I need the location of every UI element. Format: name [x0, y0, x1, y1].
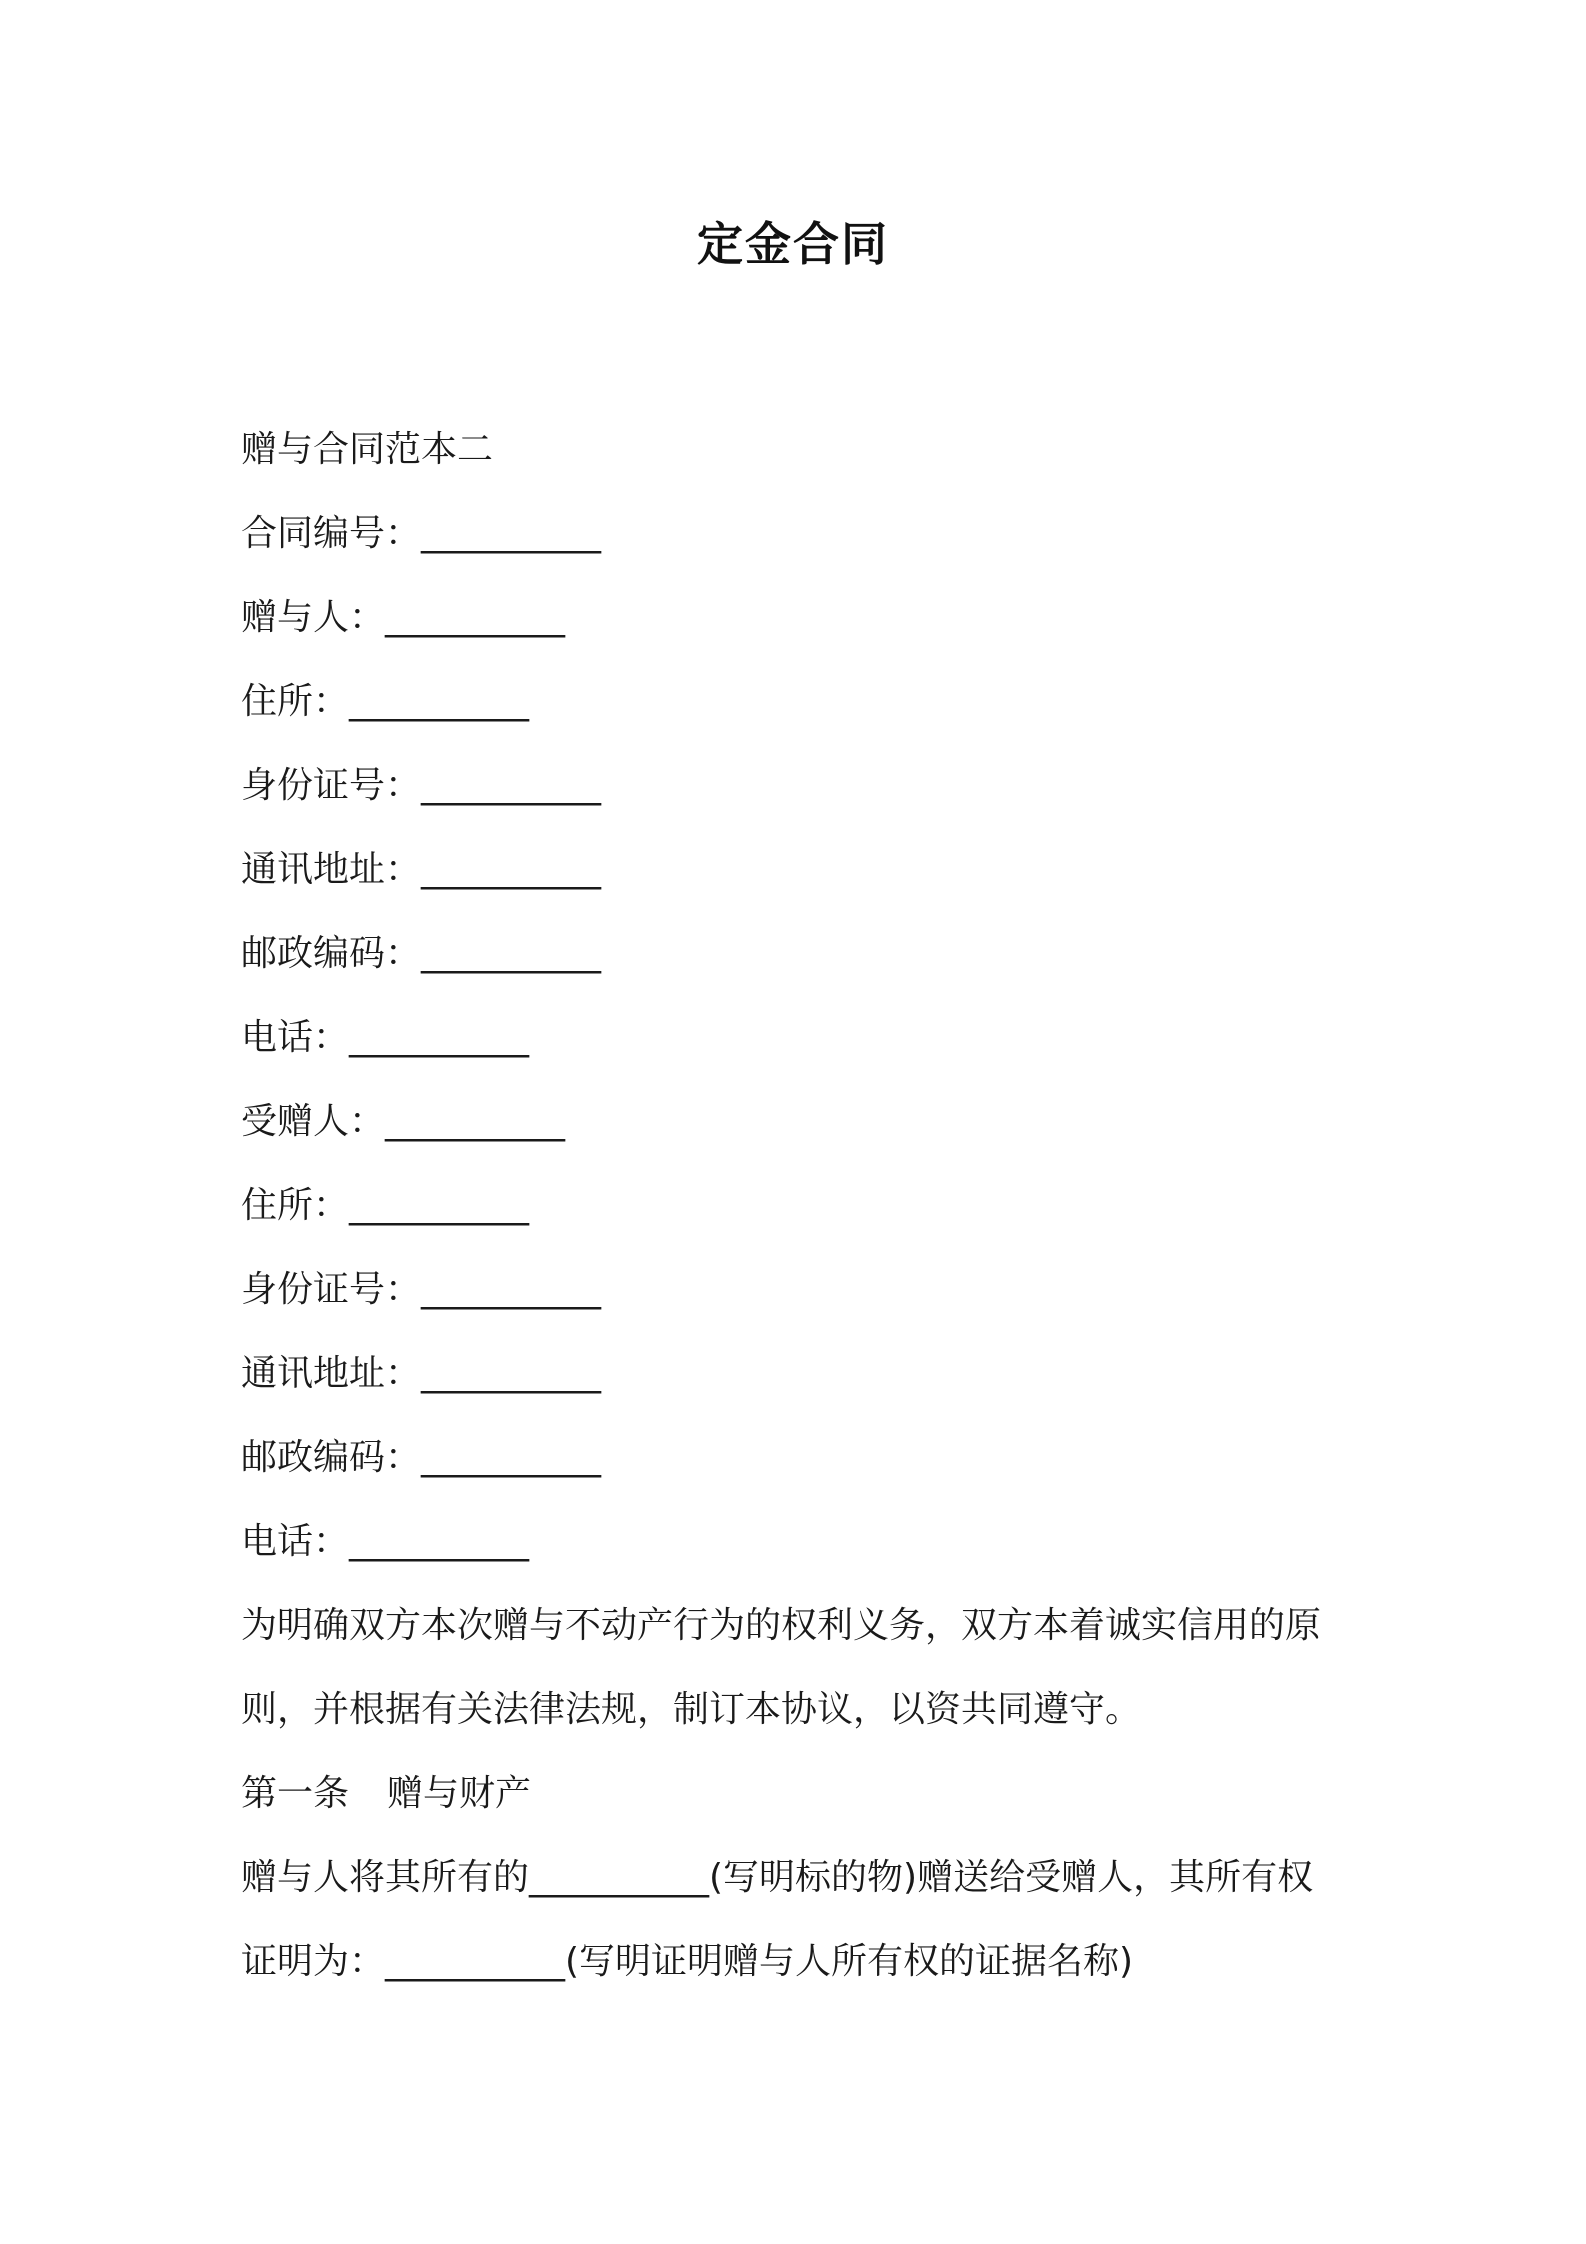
donee-phone-field: 电话：__________	[241, 1521, 530, 1562]
article-1-number: 第一条	[241, 1773, 350, 1814]
preamble-line-1: 为明确双方本次赠与不动产行为的权利义务，双方本着诚实信用的原	[241, 1605, 1322, 1646]
contract-number-field: 合同编号：__________	[241, 513, 602, 554]
donor-address-field: 住所：__________	[241, 681, 530, 722]
subtitle: 赠与合同范本二	[241, 429, 494, 470]
document-body	[241, 408, 1361, 2004]
donor-field: 赠与人：__________	[241, 597, 566, 638]
donor-phone-field: 电话：__________	[241, 1017, 530, 1058]
donee-postal-code-field: 邮政编码：__________	[241, 1437, 602, 1478]
donor-postal-code-field: 邮政编码：__________	[241, 933, 602, 974]
donee-mailing-address-field: 通讯地址：__________	[241, 1353, 602, 1394]
article-1-heading	[241, 1752, 1361, 1836]
donor-id-field: 身份证号：__________	[241, 765, 602, 806]
preamble-line-2: 则，并根据有关法律法规，制订本协议，以资共同遵守。	[241, 1689, 1142, 1730]
article-1-line-2: 证明为：__________(写明证明赠与人所有权的证据名称)	[241, 1941, 1134, 1982]
donee-id-field: 身份证号：__________	[241, 1269, 602, 1310]
article-1-title: 赠与财产	[387, 1773, 532, 1814]
donor-mailing-address-field: 通讯地址：__________	[241, 849, 602, 890]
article-1-line-1: 赠与人将其所有的__________(写明标的物)赠送给受赠人，其所有权	[241, 1857, 1314, 1898]
document-title: 定金合同	[697, 217, 889, 271]
donee-field: 受赠人：__________	[241, 1101, 566, 1142]
donee-address-field: 住所：__________	[241, 1185, 530, 1226]
